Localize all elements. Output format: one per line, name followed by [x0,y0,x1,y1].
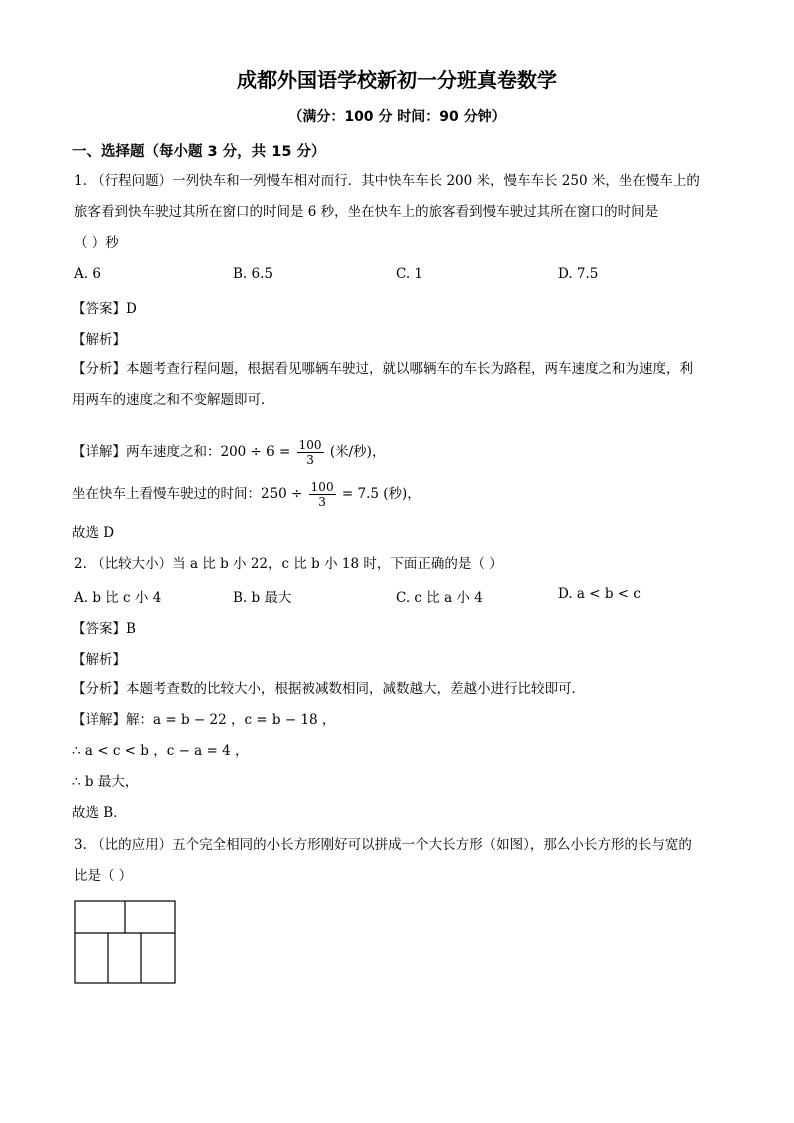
q1-option-c: C. 1 [396,266,424,282]
page-title: 成都外国语学校新初一分班真卷数学 [237,68,557,92]
q2-answer: 【答案】B [72,621,136,637]
q1-option-d: D. 7.5 [558,266,599,282]
fraction [309,480,336,509]
q1-detail2-prefix: 坐在快车上看慢车驶过的时间：250 ÷ [72,486,303,502]
fraction-numerator: 100 [298,438,322,452]
q1-answer: 【答案】D [72,301,137,317]
q1-detail-line2 [72,476,421,512]
q1-fenxi-line2: 用两车的速度之和不变解题即可． [72,392,275,408]
q1-stem-line2: 旅客看到快车驶过其所在窗口的时间是 6 秒，坐在快车上的旅客看到慢车驶过其所在窗口的时间是 [74,204,659,220]
q1-fenxi-line1: 【分析】本题考查行程问题，根据看见哪辆车驶过，就以哪辆车的车长为路程，两车速度之和为速度，利 [72,361,693,377]
q1-option-b: B. 6.5 [233,266,273,282]
q1-detail2-suffix: = 7.5 (秒)， [341,486,421,502]
q1-detail-prefix: 【详解】两车速度之和：200 ÷ 6 = [72,444,291,460]
fraction-numerator: 100 [310,480,334,494]
q2-fenxi: 【分析】本题考查数的比较大小，根据被减数相同，减数越大，差越小进行比较即可． [72,681,585,697]
fraction [297,438,324,467]
q2-option-c: C. c 比 a 小 4 [396,590,483,606]
q1-detail-suffix: (米/秒)， [329,444,386,460]
q1-detail-line1 [72,434,385,470]
q2-option-d: D. a < b < c [558,586,641,602]
exam-info: （满分：100 分 时间：90 分钟） [288,109,506,125]
section-heading: 一、选择题（每小题 3 分，共 15 分） [72,144,326,160]
q1-conclusion: 故选 D [72,525,115,541]
q3-stem-line1: 3. （比的应用）五个完全相同的小长方形刚好可以拼成一个大长方形（如图），那么小长方形的长与宽的 [74,837,692,853]
q2-analysis-tag: 【解析】 [72,652,126,668]
q1-option-a: A. 6 [74,266,101,282]
q2-stem: 2. （比较大小）当 a 比 b 小 22，c 比 b 小 18 时，下面正确的是（ ） [74,556,503,572]
q1-stem-line3: （ ）秒 [74,235,119,251]
fraction-denominator: 3 [318,495,326,509]
q2-detail: 【详解】解：a = b − 22 ，c = b − 18 ， [72,712,336,728]
fraction-denominator: 3 [306,453,314,467]
q2-option-b: B. b 最大 [233,590,292,606]
q2-conclusion: 故选 B． [72,805,127,821]
q2-step2: ∴ b 最大， [72,774,139,790]
q2-option-a: A. b 比 c 小 4 [74,590,162,606]
q1-analysis-tag: 【解析】 [72,332,126,348]
q2-step1: ∴ a < c < b ，c − a = 4 ， [72,743,249,759]
q3-stem-line2: 比是（ ） [74,868,133,884]
rectangle-figure [74,900,178,986]
q1-stem-line1: 1. （行程问题）一列快车和一列慢车相对而行．其中快车车长 200 米，慢车车长 250 米，坐在慢车上的 [74,173,700,189]
